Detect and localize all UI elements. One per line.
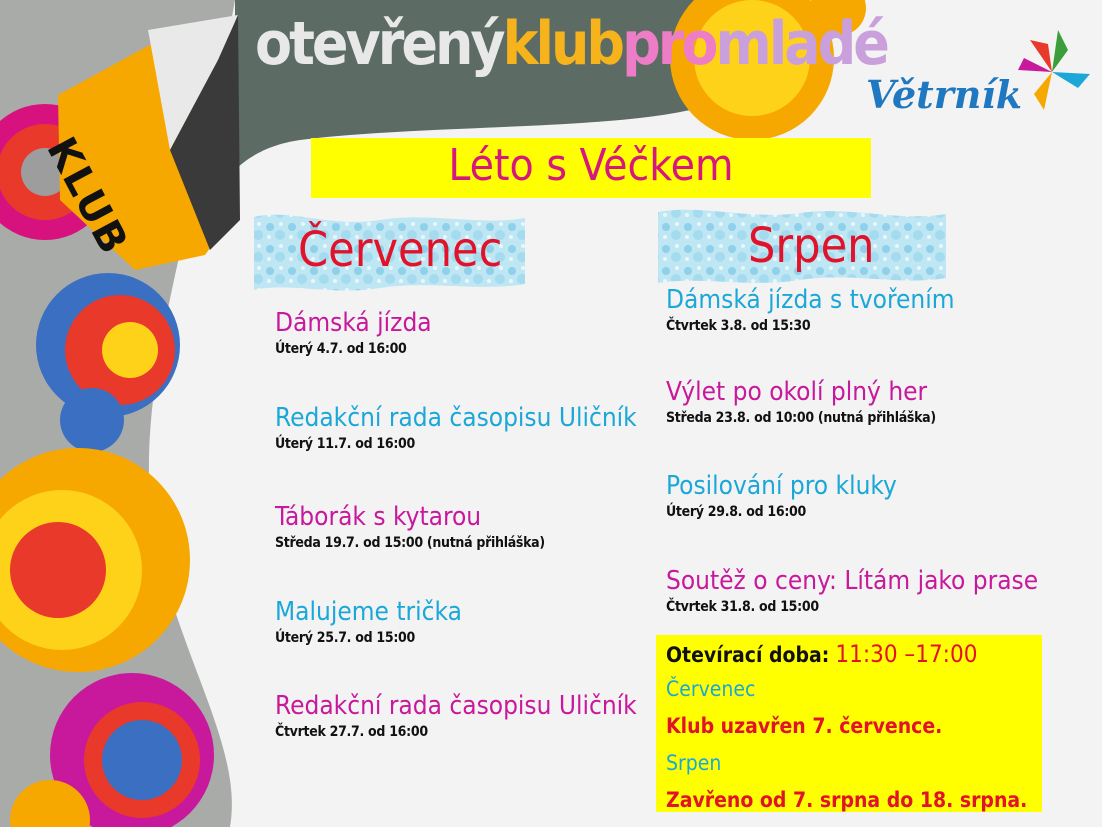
event-name: Posilování pro kluky [666, 471, 897, 501]
header-word-otevreny: otevřený [255, 9, 503, 79]
hours-july-label: Červenec [666, 677, 756, 701]
club-name-header [255, 9, 887, 79]
event-item [666, 377, 936, 426]
event-date: Úterý 11.7. od 16:00 [275, 436, 415, 452]
opening-hours-time: 11:30 –17:00 [835, 640, 978, 668]
event-item [275, 502, 545, 551]
event-name: Soutěž o ceny: Lítám jako prase [666, 566, 1039, 596]
event-date: Úterý 4.7. od 16:00 [275, 341, 407, 357]
event-date: Čtvrtek 3.8. od 15:30 [666, 318, 811, 334]
vetrnik-logo: Větrník [866, 72, 1023, 117]
event-item [275, 403, 637, 452]
event-item [275, 308, 432, 357]
event-item [666, 471, 897, 520]
event-item [275, 597, 462, 646]
event-date: Středa 23.8. od 10:00 (nutná přihláška) [666, 410, 936, 426]
event-item [275, 691, 637, 740]
event-date: Čtvrtek 27.7. od 16:00 [275, 724, 428, 740]
month-heading-august: Srpen [748, 218, 875, 274]
event-name: Dámská jízda [275, 308, 432, 338]
event-name: Táborák s kytarou [275, 502, 482, 532]
event-date: Středa 19.7. od 15:00 (nutná přihláška) [275, 535, 545, 551]
event-item [666, 285, 955, 334]
header-word-pro: pro [622, 9, 716, 79]
event-date: Čtvrtek 31.8. od 15:00 [666, 599, 819, 615]
hours-july-note: Klub uzavřen 7. července. [666, 714, 943, 738]
event-name: Malujeme trička [275, 597, 462, 627]
page-title: Léto s Véčkem [448, 140, 734, 191]
header-word-klub: klub [502, 9, 623, 79]
event-date: Úterý 25.7. od 15:00 [275, 630, 415, 646]
opening-hours-label: Otevírací doba: [666, 643, 830, 667]
event-name: Výlet po okolí plný her [666, 377, 928, 407]
month-heading-july: Červenec [298, 222, 503, 278]
hours-august-note: Zavřeno od 7. srpna do 18. srpna. [666, 788, 1028, 812]
event-name: Redakční rada časopisu Uličník [275, 691, 637, 721]
klub-badge-text: KLUB [37, 130, 138, 263]
hours-august-label: Srpen [666, 751, 722, 775]
event-item [666, 566, 1038, 615]
opening-hours-line [666, 640, 977, 668]
event-name: Redakční rada časopisu Uličník [275, 403, 637, 433]
event-name: Dámská jízda s tvořením [666, 285, 955, 315]
header-word-mlade: mladé [715, 9, 887, 79]
event-date: Úterý 29.8. od 16:00 [666, 504, 806, 520]
